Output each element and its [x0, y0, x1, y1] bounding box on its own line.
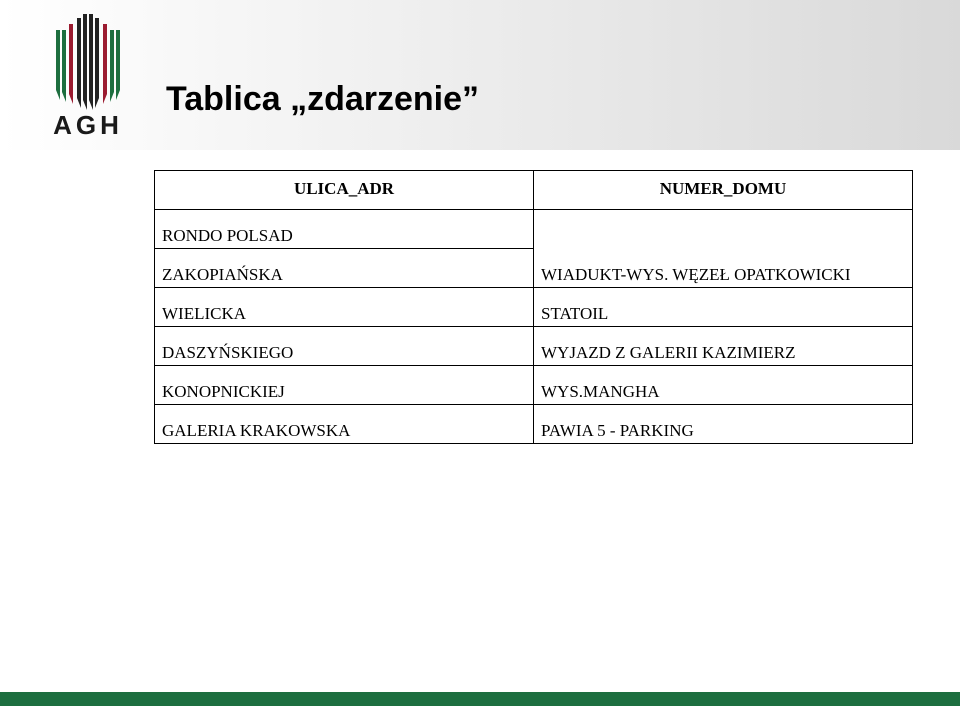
- table-row: [155, 327, 913, 366]
- cell-ulica: ZAKOPIAŃSKA: [155, 249, 534, 288]
- cell-numer: PAWIA 5 - PARKING: [534, 405, 913, 444]
- agh-logo: [52, 14, 124, 140]
- table-header-row: [155, 171, 913, 210]
- cell-ulica: KONOPNICKIEJ: [155, 366, 534, 405]
- column-header-numer-domu: NUMER_DOMU: [534, 171, 913, 210]
- cell-ulica: DASZYŃSKIEGO: [155, 327, 534, 366]
- cell-ulica: GALERIA KRAKOWSKA: [155, 405, 534, 444]
- cell-numer: STATOIL: [534, 288, 913, 327]
- table-row: [155, 366, 913, 405]
- table-row: [155, 210, 913, 249]
- column-header-ulica-adr: ULICA_ADR: [155, 171, 534, 210]
- cell-ulica: RONDO POLSAD: [155, 210, 534, 249]
- logo-text: AGH: [53, 110, 123, 140]
- table-row: [155, 288, 913, 327]
- slide-header: [0, 0, 960, 150]
- cell-numer: WIADUKT-WYS. WĘZEŁ OPATKOWICKI: [534, 249, 913, 288]
- data-table: [154, 170, 913, 444]
- agh-logo-mark: [52, 14, 124, 110]
- cell-numer: WYS.MANGHA: [534, 366, 913, 405]
- slide-title: Tablica „zdarzenie”: [166, 80, 480, 118]
- table-row: [155, 405, 913, 444]
- cell-numer: WYJAZD Z GALERII KAZIMIERZ: [534, 327, 913, 366]
- table-row: [155, 249, 913, 288]
- cell-numer: [534, 210, 913, 249]
- footer-accent-bar: [0, 692, 960, 706]
- cell-ulica: WIELICKA: [155, 288, 534, 327]
